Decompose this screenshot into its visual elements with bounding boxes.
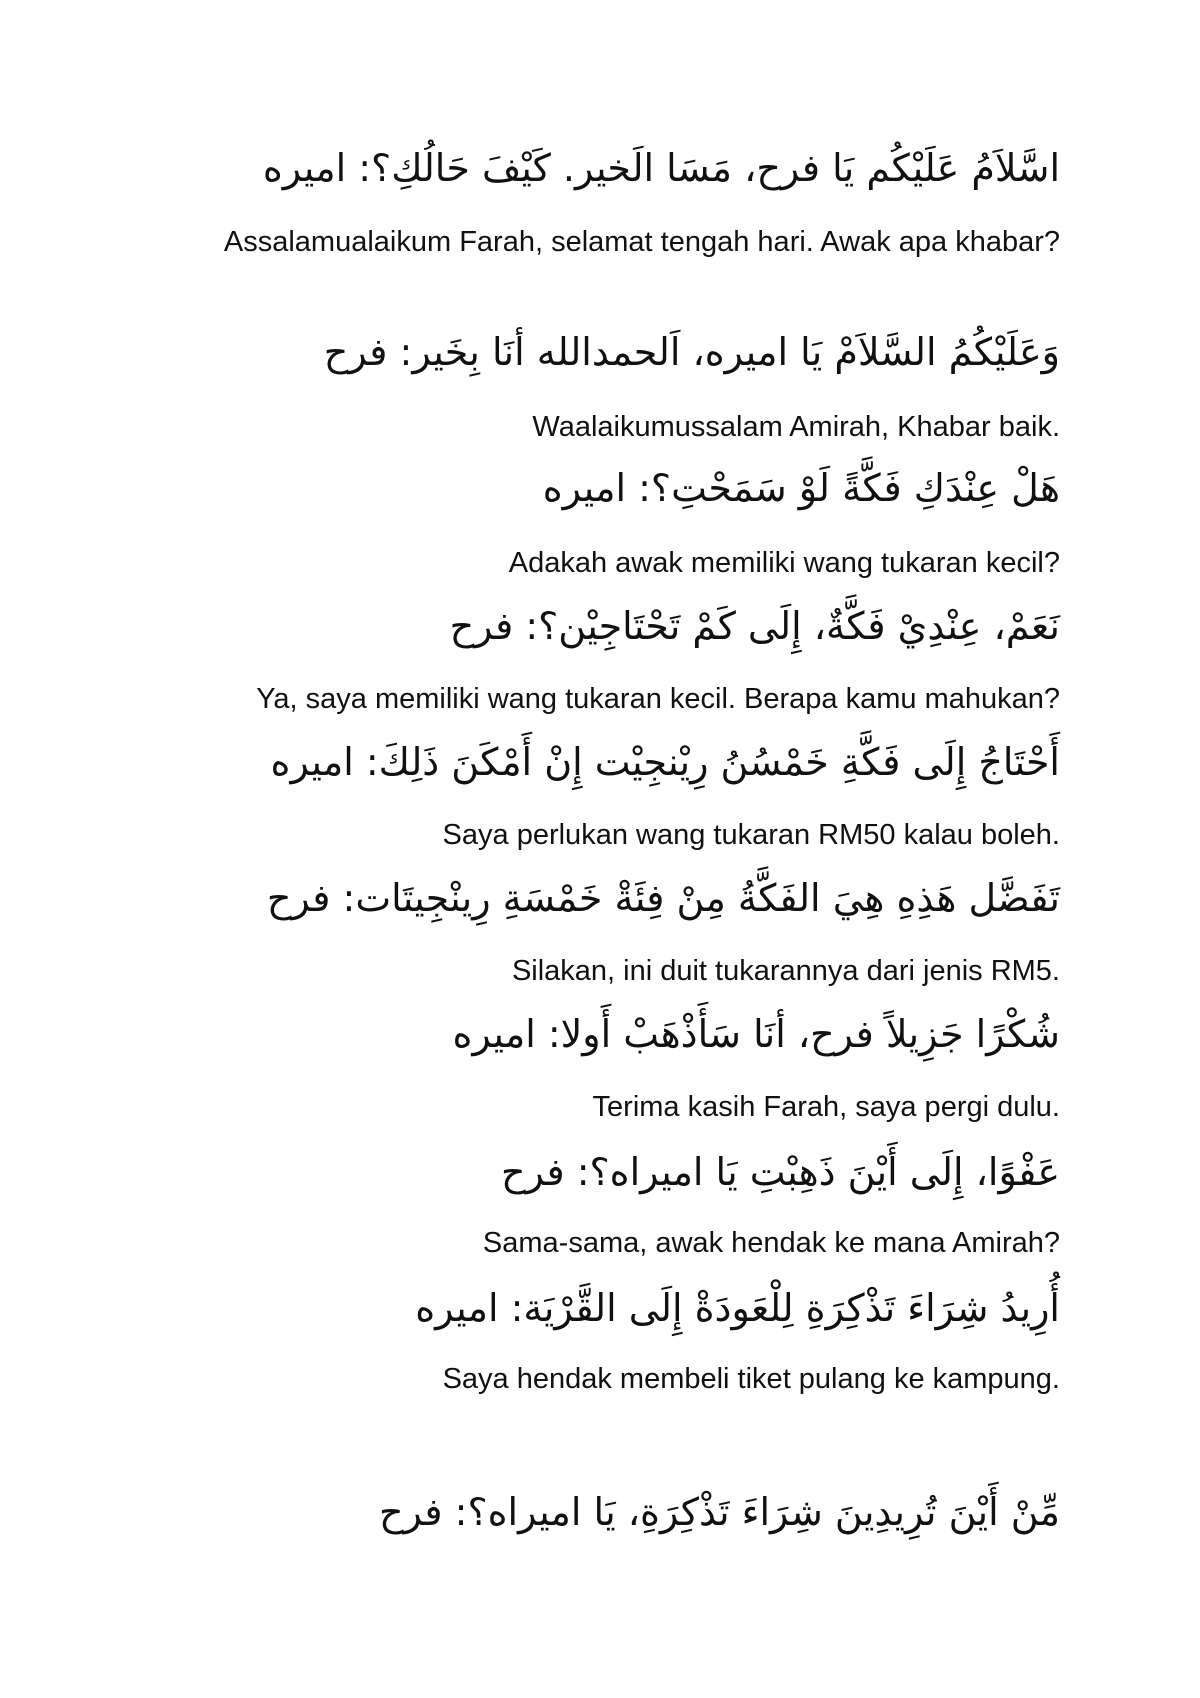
malay-line-5: Saya perlukan wang tukaran RM50 kalau boleh. <box>442 819 1060 851</box>
malay-line-7: Terima kasih Farah, saya pergi dulu. <box>592 1091 1060 1123</box>
arabic-line-7: شُكْرًا جَزِيلاً فرح، أنَا سَأَذْهَبْ أَولا: اميره <box>452 1012 1060 1056</box>
arabic-line-3: هَلْ عِنْدَكِ فَكَّةً لَوْ سَمَحْتِ؟: اميره <box>542 466 1060 510</box>
malay-line-9: Saya hendak membeli tiket pulang ke kampung. <box>442 1363 1060 1395</box>
arabic-line-2: وَعَلَيْكُمُ السَّلاَمْ يَا اميره، اَلحمدالله أنَا بِخَير: فرح <box>323 330 1060 374</box>
malay-line-6: Silakan, ini duit tukarannya dari jenis RM5. <box>511 955 1060 987</box>
arabic-line-6: تَفَضَّل هَذِهِ هِيَ الفَكَّةُ مِنْ فِئَةْ خَمْسَةِ رِينْجِيتَات: فرح <box>266 876 1060 920</box>
malay-line-1: Assalamualaikum Farah, selamat tengah hari. Awak apa khabar? <box>223 226 1060 258</box>
arabic-line-5: أَحْتَاجُ إِلَى فَكَّةِ خَمْسُنُ رِيْنجِيْت إِنْ أَمْكَنَ ذَلِكَ: اميره <box>270 740 1060 784</box>
malay-line-8: Sama-sama, awak hendak ke mana Amirah? <box>482 1227 1060 1259</box>
arabic-line-4: نَعَمْ، عِنْدِيْ فَكَّةٌ، إِلَى كَمْ تَحْتَاجِيْن؟: فرح <box>449 604 1060 648</box>
arabic-line-10: مِّنْ أَيْنَ تُرِيدِينَ شِرَاءَ تَذْكِرَةِ، يَا اميراه؟: فرح <box>378 1490 1060 1534</box>
arabic-line-8: عَفْوًا، إِلَى أَيْنَ ذَهِبْتِ يَا اميراه؟: فرح <box>500 1150 1060 1194</box>
arabic-line-1: اسَّلاَمُ عَلَيْكُم يَا فرح، مَسَا الَخير. كَيْفَ حَالُكِ؟: اميره <box>262 146 1060 190</box>
malay-line-4: Ya, saya memiliki wang tukaran kecil. Berapa kamu mahukan? <box>256 683 1060 715</box>
malay-line-3: Adakah awak memiliki wang tukaran kecil? <box>508 547 1060 579</box>
malay-line-2: Waalaikumussalam Amirah, Khabar baik. <box>532 411 1060 443</box>
arabic-line-9: أُرِيدُ شِرَاءَ تَذْكِرَةِ لِلْعَودَةْ إِلَى القَّرْيَة: اميره <box>415 1286 1060 1330</box>
